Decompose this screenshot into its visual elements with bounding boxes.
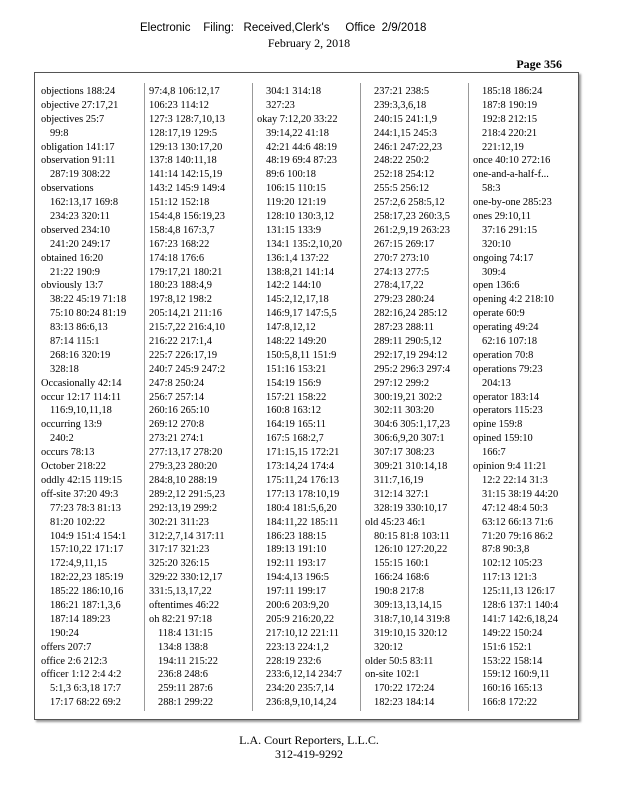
index-line: 136:1,4 137:22 bbox=[266, 252, 329, 264]
index-line: 128:6 137:1 140:4 bbox=[482, 599, 559, 611]
index-line: 173:14,24 174:4 bbox=[266, 461, 335, 473]
index-line: 194:4,13 196:5 bbox=[266, 572, 329, 584]
index-line: 327:23 bbox=[266, 99, 295, 111]
index-line: 142:2 144:10 bbox=[266, 280, 322, 292]
index-line: 205:14,21 211:16 bbox=[149, 308, 222, 320]
index-line: 236:8 248:6 bbox=[158, 669, 208, 681]
index-line: 99:8 bbox=[50, 127, 69, 139]
index-line: 269:12 270:8 bbox=[149, 419, 205, 431]
column-divider bbox=[252, 83, 253, 711]
index-line: 97:4,8 106:12,17 bbox=[149, 86, 220, 97]
index-line: 320:12 bbox=[374, 641, 403, 653]
index-line: 325:20 326:15 bbox=[149, 558, 210, 570]
index-line: 184:11,22 185:11 bbox=[266, 516, 339, 528]
index-line: 167:23 168:22 bbox=[149, 238, 210, 250]
index-line: 134:8 138:8 bbox=[158, 641, 208, 653]
index-line: objective 27:17,21 bbox=[41, 99, 119, 111]
index-line: 307:17 308:23 bbox=[374, 447, 435, 459]
index-line: oftentimes 46:22 bbox=[149, 599, 220, 611]
index-line: 268:16 320:19 bbox=[50, 349, 111, 361]
index-line: operating 49:24 bbox=[473, 322, 539, 334]
index-line: 147:8,12,12 bbox=[266, 322, 316, 334]
index-line: 225:7 226:17,19 bbox=[149, 349, 218, 361]
index-line: 185:18 186:24 bbox=[482, 86, 543, 97]
index-line: 284:8,10 288:19 bbox=[149, 474, 218, 486]
index-line: 150:5,8,11 151:9 bbox=[266, 349, 337, 361]
index-line: 289:2,12 291:5,23 bbox=[149, 488, 225, 500]
index-line: 328:19 330:10,17 bbox=[374, 502, 448, 514]
index-line: 21:22 190:9 bbox=[50, 266, 100, 278]
index-line: 148:22 149:20 bbox=[266, 336, 327, 348]
index-line: operations 79:23 bbox=[473, 363, 543, 375]
index-line: 154:19 156:9 bbox=[266, 377, 322, 389]
index-line: 218:4 220:21 bbox=[482, 127, 538, 139]
index-line: 128:10 130:3,12 bbox=[266, 211, 335, 223]
index-line: 157:21 158:22 bbox=[266, 391, 327, 403]
index-line: 331:5,13,17,22 bbox=[149, 586, 212, 598]
index-line: 179:17,21 180:21 bbox=[149, 266, 223, 278]
index-line: 155:15 160:1 bbox=[374, 558, 430, 570]
index-line: 252:18 254:12 bbox=[374, 169, 435, 181]
index-column-3 bbox=[257, 85, 358, 709]
index-line: 204:13 bbox=[482, 377, 511, 389]
index-line: 295:2 296:3 297:4 bbox=[374, 363, 451, 375]
index-line: on-site 102:1 bbox=[365, 669, 420, 681]
index-line: 197:11 199:17 bbox=[266, 586, 326, 598]
index-line: 5:1,3 6:3,18 17:7 bbox=[50, 683, 122, 695]
index-line: 166:8 172:22 bbox=[482, 697, 538, 709]
index-line: 328:18 bbox=[50, 363, 79, 375]
index-line: 216:22 217:1,4 bbox=[149, 336, 212, 348]
index-line: opine 159:8 bbox=[473, 419, 523, 431]
index-line: 166:24 168:6 bbox=[374, 572, 430, 584]
index-line: 174:18 176:6 bbox=[149, 252, 205, 264]
index-line: 102:12 105:23 bbox=[482, 558, 543, 570]
index-line: ongoing 74:17 bbox=[473, 252, 534, 264]
index-line: 190:24 bbox=[50, 627, 79, 639]
index-line: 255:5 256:12 bbox=[374, 183, 430, 195]
index-line: opening 4:2 218:10 bbox=[473, 294, 554, 306]
index-line: 240:15 241:1,9 bbox=[374, 113, 437, 125]
index-line: 190:8 217:8 bbox=[374, 586, 424, 598]
index-line: 182:22,23 185:19 bbox=[50, 572, 124, 584]
index-line: 309:21 310:14,18 bbox=[374, 461, 448, 473]
index-line: 302:11 303:20 bbox=[374, 405, 434, 417]
index-column-5 bbox=[473, 85, 574, 709]
index-line: 192:8 212:15 bbox=[482, 113, 538, 125]
index-line: 17:17 68:22 69:2 bbox=[50, 697, 122, 709]
index-line: 170:22 172:24 bbox=[374, 683, 435, 695]
index-line: 261:2,9,19 263:23 bbox=[374, 224, 450, 236]
index-line: objectives 25:7 bbox=[41, 113, 105, 125]
index-line: 277:13,17 278:20 bbox=[149, 447, 223, 459]
page-number: Page 356 bbox=[516, 57, 562, 71]
index-line: 192:11 193:17 bbox=[266, 558, 326, 570]
index-line: 166:7 bbox=[482, 447, 506, 459]
index-line: ones 29:10,11 bbox=[473, 211, 531, 223]
index-line: 236:8,9,10,14,24 bbox=[266, 697, 337, 709]
index-line: 237:21 238:5 bbox=[374, 86, 430, 97]
index-line: 145:2,12,17,18 bbox=[266, 294, 329, 306]
index-line: older 50:5 83:11 bbox=[365, 655, 434, 667]
index-line: 154:4,8 156:19,23 bbox=[149, 211, 225, 223]
index-line: 258:17,23 260:3,5 bbox=[374, 211, 450, 223]
index-line: 127:3 128:7,10,13 bbox=[149, 113, 225, 125]
index-line: 128:17,19 129:5 bbox=[149, 127, 218, 139]
index-line: 300:19,21 302:2 bbox=[374, 391, 443, 403]
index-line: 37:16 291:15 bbox=[482, 224, 538, 236]
index-line: 153:22 158:14 bbox=[482, 655, 543, 667]
index-line: 129:13 130:17,20 bbox=[149, 141, 223, 153]
index-line: 282:16,24 285:12 bbox=[374, 308, 448, 320]
index-line: 75:10 80:24 81:19 bbox=[50, 308, 127, 320]
footer bbox=[0, 733, 618, 761]
index-line: 287:19 308:22 bbox=[50, 169, 111, 181]
index-line: 292:17,19 294:12 bbox=[374, 349, 448, 361]
index-line: off-site 37:20 49:3 bbox=[41, 488, 119, 500]
index-line: occurs 78:13 bbox=[41, 447, 95, 459]
index-line: 311:7,16,19 bbox=[374, 474, 424, 486]
index-line: 71:20 79:16 86:2 bbox=[482, 530, 554, 542]
index-line: 117:13 121:3 bbox=[482, 572, 537, 584]
index-line: 197:8,12 198:2 bbox=[149, 294, 212, 306]
index-line: 158:4,8 167:3,7 bbox=[149, 224, 215, 236]
index-line: 185:22 186:10,16 bbox=[50, 586, 124, 598]
index-line: 159:12 160:9,11 bbox=[482, 669, 550, 681]
index-line: 146:9,17 147:5,5 bbox=[266, 308, 337, 320]
index-line: 317:17 321:23 bbox=[149, 544, 210, 556]
index-line: 106:15 110:15 bbox=[266, 183, 326, 195]
index-line: 194:11 215:22 bbox=[158, 655, 218, 667]
index-line: offers 207:7 bbox=[41, 641, 92, 653]
index-line: occurring 13:9 bbox=[41, 419, 102, 431]
index-line: 257:2,6 258:5,12 bbox=[374, 197, 445, 209]
index-line: 278:4,17,22 bbox=[374, 280, 424, 292]
index-line: 138:8,21 141:14 bbox=[266, 266, 335, 278]
index-line: 267:15 269:17 bbox=[374, 238, 435, 250]
index-line: operators 115:23 bbox=[473, 405, 543, 417]
index-line: 234:23 320:11 bbox=[50, 211, 110, 223]
index-table bbox=[34, 72, 579, 720]
index-line: 244:1,15 245:3 bbox=[374, 127, 437, 139]
index-line: 87:14 115:1 bbox=[50, 336, 100, 348]
index-line: 215:7,22 216:4,10 bbox=[149, 322, 225, 334]
footer-company: L.A. Court Reporters, L.L.C. bbox=[239, 733, 379, 747]
footer-phone: 312-419-9292 bbox=[275, 747, 343, 761]
index-line: 62:16 107:18 bbox=[482, 336, 538, 348]
index-line: 292:13,19 299:2 bbox=[149, 502, 218, 514]
index-line: 143:2 145:9 149:4 bbox=[149, 183, 226, 195]
index-line: 180:4 181:5,6,20 bbox=[266, 502, 337, 514]
index-line: 141:14 142:15,19 bbox=[149, 169, 223, 181]
index-line: 63:12 66:13 71:6 bbox=[482, 516, 554, 528]
index-line: 167:5 168:2,7 bbox=[266, 433, 324, 445]
index-line: operate 60:9 bbox=[473, 308, 525, 320]
index-line: 12:2 22:14 31:3 bbox=[482, 474, 548, 486]
index-line: 273:21 274:1 bbox=[149, 433, 205, 445]
index-line: opinion 9:4 11:21 bbox=[473, 461, 547, 473]
index-line: 175:11,24 176:13 bbox=[266, 474, 339, 486]
index-line: operator 183:14 bbox=[473, 391, 540, 403]
index-line: 309:4 bbox=[482, 266, 506, 278]
index-line: 119:20 121:19 bbox=[266, 197, 326, 209]
index-line: 312:2,7,14 317:11 bbox=[149, 530, 225, 542]
index-line: 187:14 189:23 bbox=[50, 613, 111, 625]
index-line: 47:12 48:4 50:3 bbox=[482, 502, 548, 514]
index-line: 126:10 127:20,22 bbox=[374, 544, 448, 556]
index-line: 186:21 187:1,3,6 bbox=[50, 599, 121, 611]
filing-stamp: Electronic Filing: Received,Clerk's Office 2/9/2018 bbox=[140, 22, 427, 34]
index-column-1 bbox=[41, 85, 142, 709]
index-line: 164:19 165:11 bbox=[266, 419, 326, 431]
index-line: once 40:10 272:16 bbox=[473, 155, 551, 167]
index-line: oddly 42:15 119:15 bbox=[41, 474, 123, 486]
index-line: 180:23 188:4,9 bbox=[149, 280, 212, 292]
index-line: 83:13 86:6,13 bbox=[50, 322, 108, 334]
index-line: 177:13 178:10,19 bbox=[266, 488, 340, 500]
index-line: 80:15 81:8 103:11 bbox=[374, 530, 450, 542]
index-line: 221:12,19 bbox=[482, 141, 524, 153]
index-line: 42:21 44:6 48:19 bbox=[266, 141, 338, 153]
index-line: opined 159:10 bbox=[473, 433, 533, 445]
index-line: 297:12 299:2 bbox=[374, 377, 430, 389]
index-line: observed 234:10 bbox=[41, 224, 110, 236]
index-line: 228:19 232:6 bbox=[266, 655, 322, 667]
index-line: 77:23 78:3 81:13 bbox=[50, 502, 122, 514]
index-line: 329:22 330:12,17 bbox=[149, 572, 223, 584]
index-line: 58:3 bbox=[482, 183, 501, 195]
index-line: 260:16 265:10 bbox=[149, 405, 210, 417]
index-line: objections 188:24 bbox=[41, 86, 116, 97]
index-line: office 2:6 212:3 bbox=[41, 655, 108, 667]
index-line: 302:21 311:23 bbox=[149, 516, 209, 528]
index-line: 304:1 314:18 bbox=[266, 86, 322, 97]
index-line: obtained 16:20 bbox=[41, 252, 104, 264]
index-line: 247:8 250:24 bbox=[149, 377, 205, 389]
index-line: 205:9 216:20,22 bbox=[266, 613, 335, 625]
index-line: 259:11 287:6 bbox=[158, 683, 213, 695]
index-line: 137:8 140:11,18 bbox=[149, 155, 217, 167]
index-line: 256:7 257:14 bbox=[149, 391, 205, 403]
index-line: observations bbox=[41, 183, 94, 195]
index-line: 287:23 288:11 bbox=[374, 322, 434, 334]
index-line: 162:13,17 169:8 bbox=[50, 197, 119, 209]
index-line: 279:23 280:24 bbox=[374, 294, 435, 306]
index-line: 289:11 290:5,12 bbox=[374, 336, 442, 348]
index-line: occur 12:17 114:11 bbox=[41, 391, 122, 403]
index-line: 118:4 131:15 bbox=[158, 627, 213, 639]
index-line: 248:22 250:2 bbox=[374, 155, 430, 167]
index-line: 39:14,22 41:18 bbox=[266, 127, 329, 139]
index-line: 125:11,13 126:17 bbox=[482, 586, 555, 598]
index-line: 104:9 151:4 154:1 bbox=[50, 530, 127, 542]
index-line: 241:20 249:17 bbox=[50, 238, 111, 250]
column-divider bbox=[144, 83, 145, 711]
index-line: open 136:6 bbox=[473, 280, 520, 292]
index-line: 187:8 190:19 bbox=[482, 99, 538, 111]
index-line: 81:20 102:22 bbox=[50, 516, 106, 528]
index-line: obligation 141:17 bbox=[41, 141, 115, 153]
index-line: 151:16 153:21 bbox=[266, 363, 327, 375]
index-line: officer 1:12 2:4 4:2 bbox=[41, 669, 122, 681]
index-line: 240:2 bbox=[50, 433, 74, 445]
index-line: 234:20 235:7,14 bbox=[266, 683, 335, 695]
index-line: 318:7,10,14 319:8 bbox=[374, 613, 450, 625]
index-line: 274:13 277:5 bbox=[374, 266, 430, 278]
index-line: 189:13 191:10 bbox=[266, 544, 327, 556]
index-line: old 45:23 46:1 bbox=[365, 516, 426, 528]
index-column-2 bbox=[149, 85, 250, 709]
index-line: 134:1 135:2,10,20 bbox=[266, 238, 342, 250]
index-line: 131:15 133:9 bbox=[266, 224, 322, 236]
index-line: oh 82:21 97:18 bbox=[149, 613, 212, 625]
index-line: 151:6 152:1 bbox=[482, 641, 532, 653]
index-line: 312:14 327:1 bbox=[374, 488, 430, 500]
index-line: 160:8 163:12 bbox=[266, 405, 322, 417]
index-line: one-by-one 285:23 bbox=[473, 197, 552, 209]
index-line: 157:10,22 171:17 bbox=[50, 544, 124, 556]
index-line: obviously 13:7 bbox=[41, 280, 104, 292]
index-line: 171:15,15 172:21 bbox=[266, 447, 340, 459]
index-line: 319:10,15 320:12 bbox=[374, 627, 448, 639]
index-line: okay 7:12,20 33:22 bbox=[257, 113, 338, 125]
index-line: operation 70:8 bbox=[473, 349, 534, 361]
index-line: Occasionally 42:14 bbox=[41, 377, 122, 389]
index-line: 116:9,10,11,18 bbox=[50, 405, 112, 417]
index-line: 106:23 114:12 bbox=[149, 99, 209, 111]
index-line: 200:6 203:9,20 bbox=[266, 599, 329, 611]
index-line: 270:7 273:10 bbox=[374, 252, 430, 264]
filing-date: February 2, 2018 bbox=[267, 36, 351, 50]
index-line: 151:12 152:18 bbox=[149, 197, 210, 209]
index-line: 141:7 142:6,18,24 bbox=[482, 613, 558, 625]
index-column-4 bbox=[365, 85, 466, 709]
index-line: 186:23 188:15 bbox=[266, 530, 327, 542]
index-line: 149:22 150:24 bbox=[482, 627, 543, 639]
index-line: 246:1 247:22,23 bbox=[374, 141, 443, 153]
index-line: 172:4,9,11,15 bbox=[50, 558, 108, 570]
index-line: 182:23 184:14 bbox=[374, 697, 435, 709]
index-line: 304:6 305:1,17,23 bbox=[374, 419, 450, 431]
index-line: 279:3,23 280:20 bbox=[149, 461, 218, 473]
index-line: 320:10 bbox=[482, 238, 511, 250]
index-line: 31:15 38:19 44:20 bbox=[482, 488, 559, 500]
index-line: 217:10,12 221:11 bbox=[266, 627, 339, 639]
index-line: 223:13 224:1,2 bbox=[266, 641, 329, 653]
index-line: one-and-a-half-f... bbox=[473, 169, 549, 181]
index-line: 240:7 245:9 247:2 bbox=[149, 363, 226, 375]
column-divider bbox=[468, 83, 469, 711]
index-line: 239:3,3,6,18 bbox=[374, 99, 427, 111]
index-line: 306:6,9,20 307:1 bbox=[374, 433, 445, 445]
column-divider bbox=[360, 83, 361, 711]
index-line: 233:6,12,14 234:7 bbox=[266, 669, 342, 681]
index-line: observation 91:11 bbox=[41, 155, 116, 167]
index-line: 309:13,13,14,15 bbox=[374, 599, 442, 611]
index-line: 89:6 100:18 bbox=[266, 169, 316, 181]
index-line: 160:16 165:13 bbox=[482, 683, 543, 695]
index-line: 87:8 90:3,8 bbox=[482, 544, 530, 556]
index-line: 38:22 45:19 71:18 bbox=[50, 294, 127, 306]
index-line: 288:1 299:22 bbox=[158, 697, 214, 709]
index-line: 48:19 69:4 87:23 bbox=[266, 155, 338, 167]
index-line: October 218:22 bbox=[41, 461, 106, 473]
